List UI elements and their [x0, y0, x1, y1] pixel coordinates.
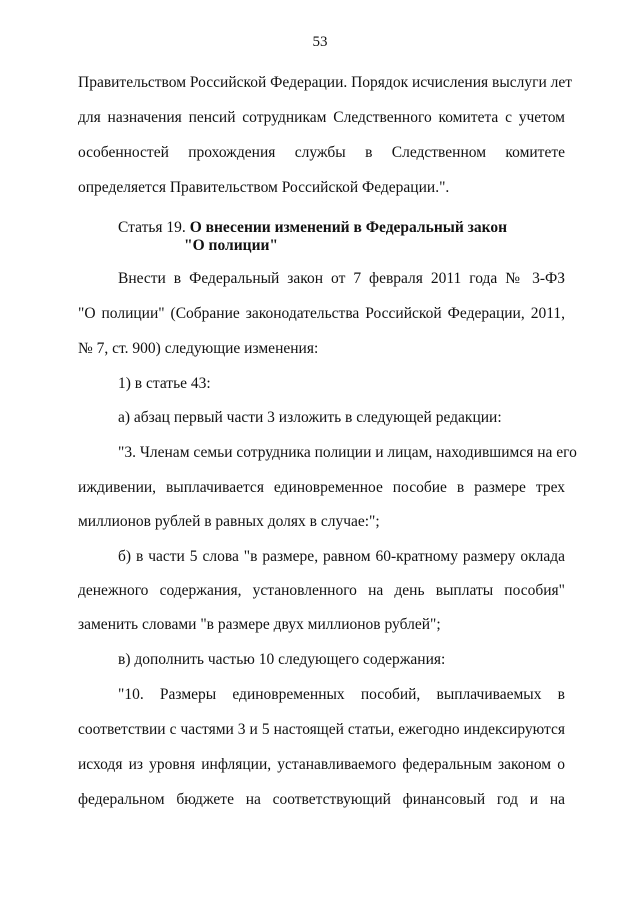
list-item: 1) в статье 43:: [118, 375, 211, 392]
article-heading: [118, 218, 565, 238]
paragraph-line: Внести в Федеральный закон от 7 февраля 2011 года № 3-ФЗ: [118, 270, 565, 287]
paragraph-line: заменить словами "в размере двух миллионов рублей";: [78, 616, 441, 633]
article-title: О внесении изменений в Федеральный закон: [189, 219, 508, 236]
list-item: а) абзац первый части 3 изложить в следующей редакции:: [118, 409, 502, 426]
paragraph-line: для назначения пенсий сотрудникам Следственного комитета с учетом: [78, 109, 565, 126]
article-title-continued: "О полиции": [184, 237, 279, 254]
paragraph-line: особенностей прохождения службы в Следственном комитете: [78, 144, 565, 161]
paragraph-line: соответствии с частями 3 и 5 настоящей статьи, ежегодно индексируются: [78, 721, 565, 738]
paragraph-line: денежного содержания, установленного на день выплаты пособия": [78, 582, 565, 599]
paragraph-line: "О полиции" (Собрание законодательства Российской Федерации, 2011,: [78, 305, 565, 322]
paragraph-line: исходя из уровня инфляции, устанавливаемого федеральным законом о: [78, 756, 565, 773]
paragraph-line: б) в части 5 слова "в размере, равном 60-кратному размеру оклада: [118, 548, 565, 565]
paragraph-line: определяется Правительством Российской Федерации.".: [78, 179, 450, 196]
paragraph-line: "3. Членам семьи сотрудника полиции и лицам, находившимся на его: [118, 444, 577, 461]
paragraph-line: Правительством Российской Федерации. Порядок исчисления выслуги лет: [78, 74, 573, 91]
paragraph-line: "10. Размеры единовременных пособий, выплачиваемых в: [118, 686, 565, 703]
paragraph-line: миллионов рублей в равных долях в случае:";: [78, 513, 380, 530]
paragraph-line: федеральном бюджете на соответствующий финансовый год и на: [78, 791, 565, 808]
list-item: в) дополнить частью 10 следующего содержания:: [118, 651, 446, 668]
paragraph-line: № 7, ст. 900) следующие изменения:: [78, 340, 319, 357]
paragraph-line: иждивении, выплачивается единовременное пособие в размере трех: [78, 479, 565, 496]
article-number: Статья 19.: [118, 219, 190, 236]
page-number: 53: [312, 34, 328, 50]
